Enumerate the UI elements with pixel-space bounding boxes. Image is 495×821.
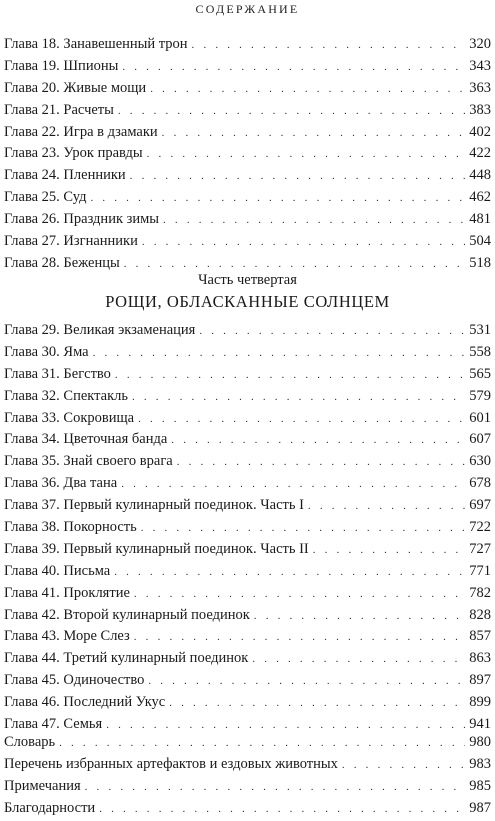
toc-entry-title: Глава 29. Великая экзаменация [4,322,196,338]
toc-entry[interactable] [4,56,491,78]
toc-entry-page: 579 [469,387,491,404]
toc-entry[interactable] [4,320,491,342]
toc-entry-title: Глава 19. Шпионы [4,57,119,74]
dot-leader [114,562,465,584]
toc-entry-page: 402 [469,123,491,140]
toc-entry-title: Глава 40. Письма [4,562,111,579]
toc-entry[interactable] [4,754,491,776]
toc-entry-title: Глава 35. Знай своего врага [4,453,173,470]
dot-leader [342,755,465,777]
dot-leader [141,518,466,540]
toc-entry-page: 558 [469,343,491,360]
toc-entry[interactable] [4,692,491,714]
dot-leader [177,452,466,474]
toc-entry-title: Глава 23. Урок правды [4,145,143,162]
dot-leader [148,671,465,693]
dot-leader [121,474,465,496]
toc-entry-page: 320 [469,36,491,52]
dot-leader [99,799,465,821]
toc-entry-title: Глава 24. Пленники [4,167,126,184]
toc-entry-title: Глава 42. Второй кулинарный поединок [4,606,250,623]
toc-entry-title: Глава 47. Семья [4,716,103,733]
toc-entry-title: Глава 21. Расчеты [4,101,114,118]
toc-entry-title: Глава 37. Первый кулинарный поединок. Часть I [4,497,304,514]
part-title: РОЩИ, ОБЛАСКАННЫЕ СОЛНЦЕМ [105,292,390,311]
toc-entry[interactable] [4,364,491,386]
toc-entry-title: Глава 25. Суд [4,189,87,206]
dot-leader [163,210,465,232]
toc-entry-page: 678 [469,475,491,492]
toc-entry[interactable] [4,231,491,253]
dot-leader [147,144,466,166]
toc-entry-page: 722 [469,519,491,536]
toc-entry-title: Перечень избранных артефактов и ездовых животных [4,755,338,772]
toc-entry[interactable] [4,495,491,517]
toc-entry-page: 697 [469,497,491,514]
toc-entry[interactable] [4,626,491,648]
running-head: СОДЕРЖАНИЕ [195,2,300,16]
toc-entry-page: 899 [469,694,491,711]
toc-entry[interactable] [4,100,491,122]
dot-leader [138,409,465,431]
toc-entry-title: Глава 44. Третий кулинарный поединок [4,650,249,667]
toc-entry-title: Глава 18. Занавешенный трон [4,36,188,52]
toc-entry-title: Глава 20. Живые мощи [4,79,147,96]
toc-entry-page: 422 [469,145,491,162]
part-label: Часть четвертая [198,272,297,288]
toc-entry-title: Глава 38. Покорность [4,519,137,536]
toc-entry-page: 363 [469,79,491,96]
toc-entry-page: 727 [469,540,491,557]
toc-entry-title: Глава 33. Сокровища [4,409,135,426]
toc-entry-title: Глава 45. Одиночество [4,672,145,689]
toc-entry-page: 897 [469,672,491,689]
toc-entry-page: 383 [469,101,491,118]
dot-leader [308,496,465,518]
dot-leader [162,123,466,145]
toc-entry-title: Глава 46. Последний Укус [4,694,166,711]
toc-entry-page: 607 [469,431,491,448]
dot-leader [132,387,465,409]
toc-entry[interactable] [4,165,491,187]
dot-leader [252,649,465,671]
toc-entry-page: 504 [469,233,491,250]
dot-leader [171,430,465,452]
toc-entry-page: 857 [469,628,491,645]
toc-entry[interactable] [4,209,491,231]
toc-entry-title: Глава 34. Цветочная банда [4,431,168,448]
toc-entry[interactable] [4,517,491,539]
toc-entry-title: Словарь [4,734,56,750]
dot-leader [118,101,465,123]
toc-entry-page: 462 [469,189,491,206]
toc-entry-title: Примечания [4,777,81,794]
toc-entry-page: 565 [469,365,491,382]
toc-entry[interactable] [4,539,491,561]
dot-leader [134,584,465,606]
toc-entry-page: 601 [469,409,491,426]
toc-entry-page: 630 [469,453,491,470]
toc-entry[interactable] [4,561,491,583]
dot-leader [134,627,465,649]
toc-entry[interactable] [4,798,491,820]
dot-leader [254,606,465,628]
toc-entry-title: Глава 32. Спектакль [4,387,128,404]
toc-entry-page: 448 [469,167,491,184]
dot-leader [192,35,466,57]
toc-list-part-four [4,320,491,736]
toc-entry[interactable] [4,122,491,144]
dot-leader [130,166,466,188]
toc-list-part-three [4,34,491,275]
toc-entry[interactable] [4,776,491,798]
toc-entry[interactable] [4,670,491,692]
dot-leader [85,777,466,799]
toc-entry-page: 828 [469,606,491,623]
toc-entry-page: 983 [469,755,491,772]
toc-entry[interactable] [4,78,491,100]
toc-entry-page: 987 [469,799,491,816]
toc-entry-page: 481 [469,211,491,228]
dot-leader [59,733,465,755]
toc-entry-title: Глава 30. Яма [4,343,89,360]
dot-leader [90,188,465,210]
dot-leader [115,365,465,387]
toc-entry-page: 771 [469,562,491,579]
toc-entry[interactable] [4,386,491,408]
toc-entry-title: Глава 27. Изгнанники [4,233,138,250]
toc-entry-title: Глава 36. Два тана [4,475,118,492]
toc-entry-title: Глава 41. Проклятие [4,584,130,601]
toc-entry-page: 518 [469,254,491,271]
toc-entry-title: Глава 31. Бегство [4,365,111,382]
toc-entry[interactable] [4,429,491,451]
dot-leader [142,232,465,254]
toc-entry-page: 343 [469,57,491,74]
toc-entry-title: Глава 22. Игра в дзамаки [4,123,158,140]
toc-entry[interactable] [4,473,491,495]
toc-entry-title: Глава 26. Праздник зимы [4,211,160,228]
dot-leader [313,540,466,562]
toc-entry-page: 863 [469,650,491,667]
toc-entry[interactable] [4,732,491,754]
toc-list-back-matter [4,732,491,820]
toc-entry[interactable] [4,342,491,364]
toc-entry[interactable] [4,143,491,165]
toc-entry-title: Благодарности [4,799,96,816]
toc-entry-page: 531 [469,322,491,338]
toc-entry[interactable] [4,451,491,473]
toc-entry-page: 985 [469,777,491,794]
toc-entry-title: Глава 28. Беженцы [4,254,120,271]
toc-entry-page: 941 [469,716,491,733]
toc-entry-page: 980 [469,734,491,750]
toc-entry[interactable] [4,648,491,670]
toc-entry-title: Глава 43. Море Слез [4,628,130,645]
dot-leader [93,343,466,365]
toc-entry-title: Глава 39. Первый кулинарный поединок. Часть II [4,540,309,557]
toc-entry-page: 782 [469,584,491,601]
toc-entry[interactable] [4,34,491,56]
dot-leader [150,79,465,101]
dot-leader [169,693,465,715]
toc-entry[interactable] [4,187,491,209]
toc-entry[interactable] [4,408,491,430]
dot-leader [199,321,465,343]
toc-entry[interactable] [4,583,491,605]
dot-leader [122,57,465,79]
toc-entry[interactable] [4,605,491,627]
